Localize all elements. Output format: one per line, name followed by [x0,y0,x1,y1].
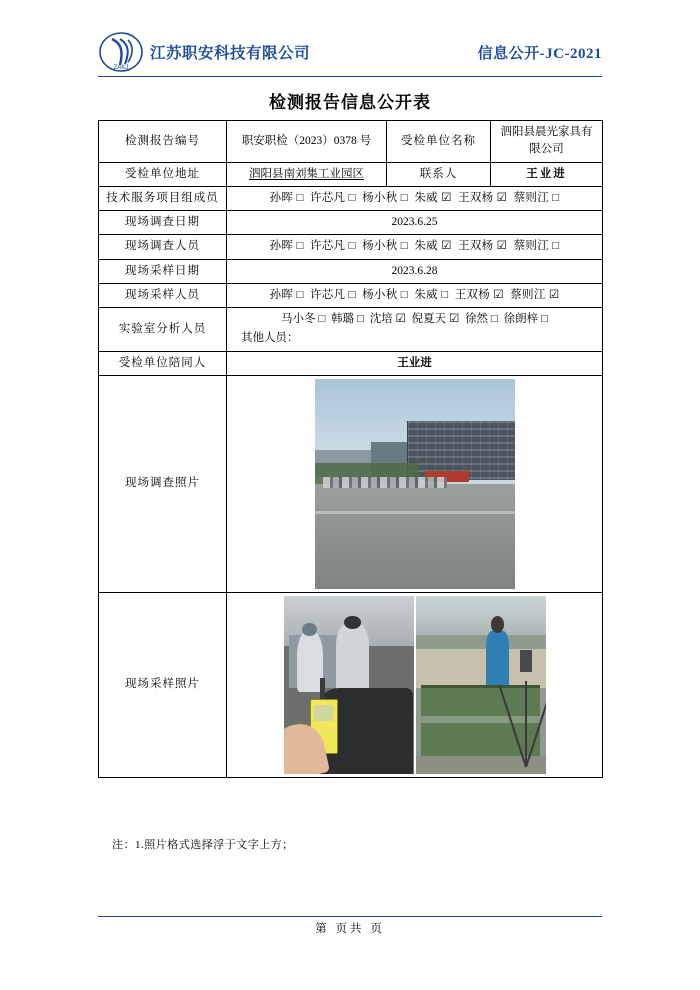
member-checkbox-item[interactable]: 许芯凡 □ [309,240,356,253]
page-header [98,28,602,76]
header-divider [98,76,602,77]
survey-staff-label: 现场调查人员 [99,235,227,259]
lab-staff-label: 实验室分析人员 [99,308,227,352]
survey-photo-image [315,379,515,589]
sampling-photo-cell [227,592,603,777]
lab-staff-cell [227,308,603,352]
survey-staff-members [227,235,603,259]
member-checkbox-item[interactable]: 韩璐 □ [331,313,364,325]
table-row [99,308,603,352]
client-addr-label: 受检单位地址 [99,162,227,186]
table-row-survey-photo [99,375,603,592]
client-addr-value: 泗阳县南刘集工业园区 [227,162,387,186]
header-brand [98,31,310,73]
lab-staff-members [281,313,548,325]
member-checkbox-item[interactable]: 朱威 ☑ [414,240,452,253]
member-checkbox-item[interactable]: 朱威 □ [414,288,449,301]
table-row [99,121,603,163]
survey-photo-label: 现场调查照片 [99,375,227,592]
table-row-sampling-photo [99,592,603,777]
sampling-date-label: 现场采样日期 [99,259,227,283]
page-number: 第 页共 页 [315,923,385,935]
member-checkbox-item[interactable]: 倪夏天 ☑ [411,313,460,325]
table-row [99,259,603,283]
footnote: 注：1.照片格式选择浮于文字上方； [112,839,294,851]
company-logo-icon [98,31,144,73]
client-name-label: 受检单位名称 [387,121,491,163]
member-checkbox-item[interactable]: 杨小秋 □ [362,191,408,204]
company-name: 江苏职安科技有限公司 [150,45,311,62]
member-checkbox-item[interactable]: 徐朗梓 □ [503,313,548,325]
member-checkbox-item[interactable]: 孙晖 □ [269,191,304,204]
escort-value: 王业进 [227,351,603,375]
document-code: 信息公开-JC-2021 [477,45,602,62]
table-row [99,186,603,210]
member-checkbox-item[interactable]: 沈培 ☑ [369,313,406,325]
page-title: 检测报告信息公开表 [269,93,431,112]
svg-text:ZAKJ: ZAKJ [113,65,129,71]
survey-photo-cell [227,375,603,592]
member-checkbox-item[interactable]: 蔡则江 □ [513,240,560,253]
lab-other-label: 其他人员： [241,332,299,345]
client-name-value: 泗阳县晨光家具有限公司 [491,121,603,163]
sampling-date-value: 2023.6.28 [227,259,603,283]
member-checkbox-item[interactable]: 朱威 ☑ [414,191,452,204]
contact-value: 王业进 [491,162,603,186]
member-checkbox-item[interactable]: 杨小秋 □ [362,288,408,301]
team-label: 技术服务项目组成员 [99,186,227,210]
table-row [99,211,603,235]
table-row [99,235,603,259]
contact-label: 联系人 [387,162,491,186]
member-checkbox-item[interactable]: 杨小秋 □ [362,240,408,253]
sampling-staff-label: 现场采样人员 [99,283,227,307]
sampling-photo-images [284,596,546,774]
sampling-staff-members [227,283,603,307]
survey-date-value: 2023.6.25 [227,211,603,235]
member-checkbox-item[interactable]: 蔡则江 □ [513,191,560,204]
member-checkbox-item[interactable]: 孙晖 □ [269,288,304,301]
member-checkbox-item[interactable]: 孙晖 □ [269,240,304,253]
team-members [227,186,603,210]
member-checkbox-item[interactable]: 徐然 □ [465,313,498,325]
member-checkbox-item[interactable]: 马小冬 □ [281,313,326,325]
footer-divider [98,916,602,917]
report-no-value: 职安职检（2023）0378 号 [227,121,387,163]
sampling-photo-left [284,596,414,774]
sampling-photo-label: 现场采样照片 [99,592,227,777]
member-checkbox-item[interactable]: 蔡则江 ☑ [510,288,560,301]
table-row [99,351,603,375]
table-row [99,283,603,307]
report-no-label: 检测报告编号 [99,121,227,163]
member-checkbox-item[interactable]: 王双杨 ☑ [454,288,504,301]
info-table [98,120,603,778]
table-row [99,162,603,186]
member-checkbox-item[interactable]: 许芯凡 □ [309,288,356,301]
member-checkbox-item[interactable]: 王双杨 ☑ [458,191,508,204]
member-checkbox-item[interactable]: 许芯凡 □ [309,191,356,204]
sampling-photo-right [416,596,546,774]
escort-label: 受检单位陪同人 [99,351,227,375]
member-checkbox-item[interactable]: 王双杨 ☑ [458,240,508,253]
survey-date-label: 现场调查日期 [99,211,227,235]
